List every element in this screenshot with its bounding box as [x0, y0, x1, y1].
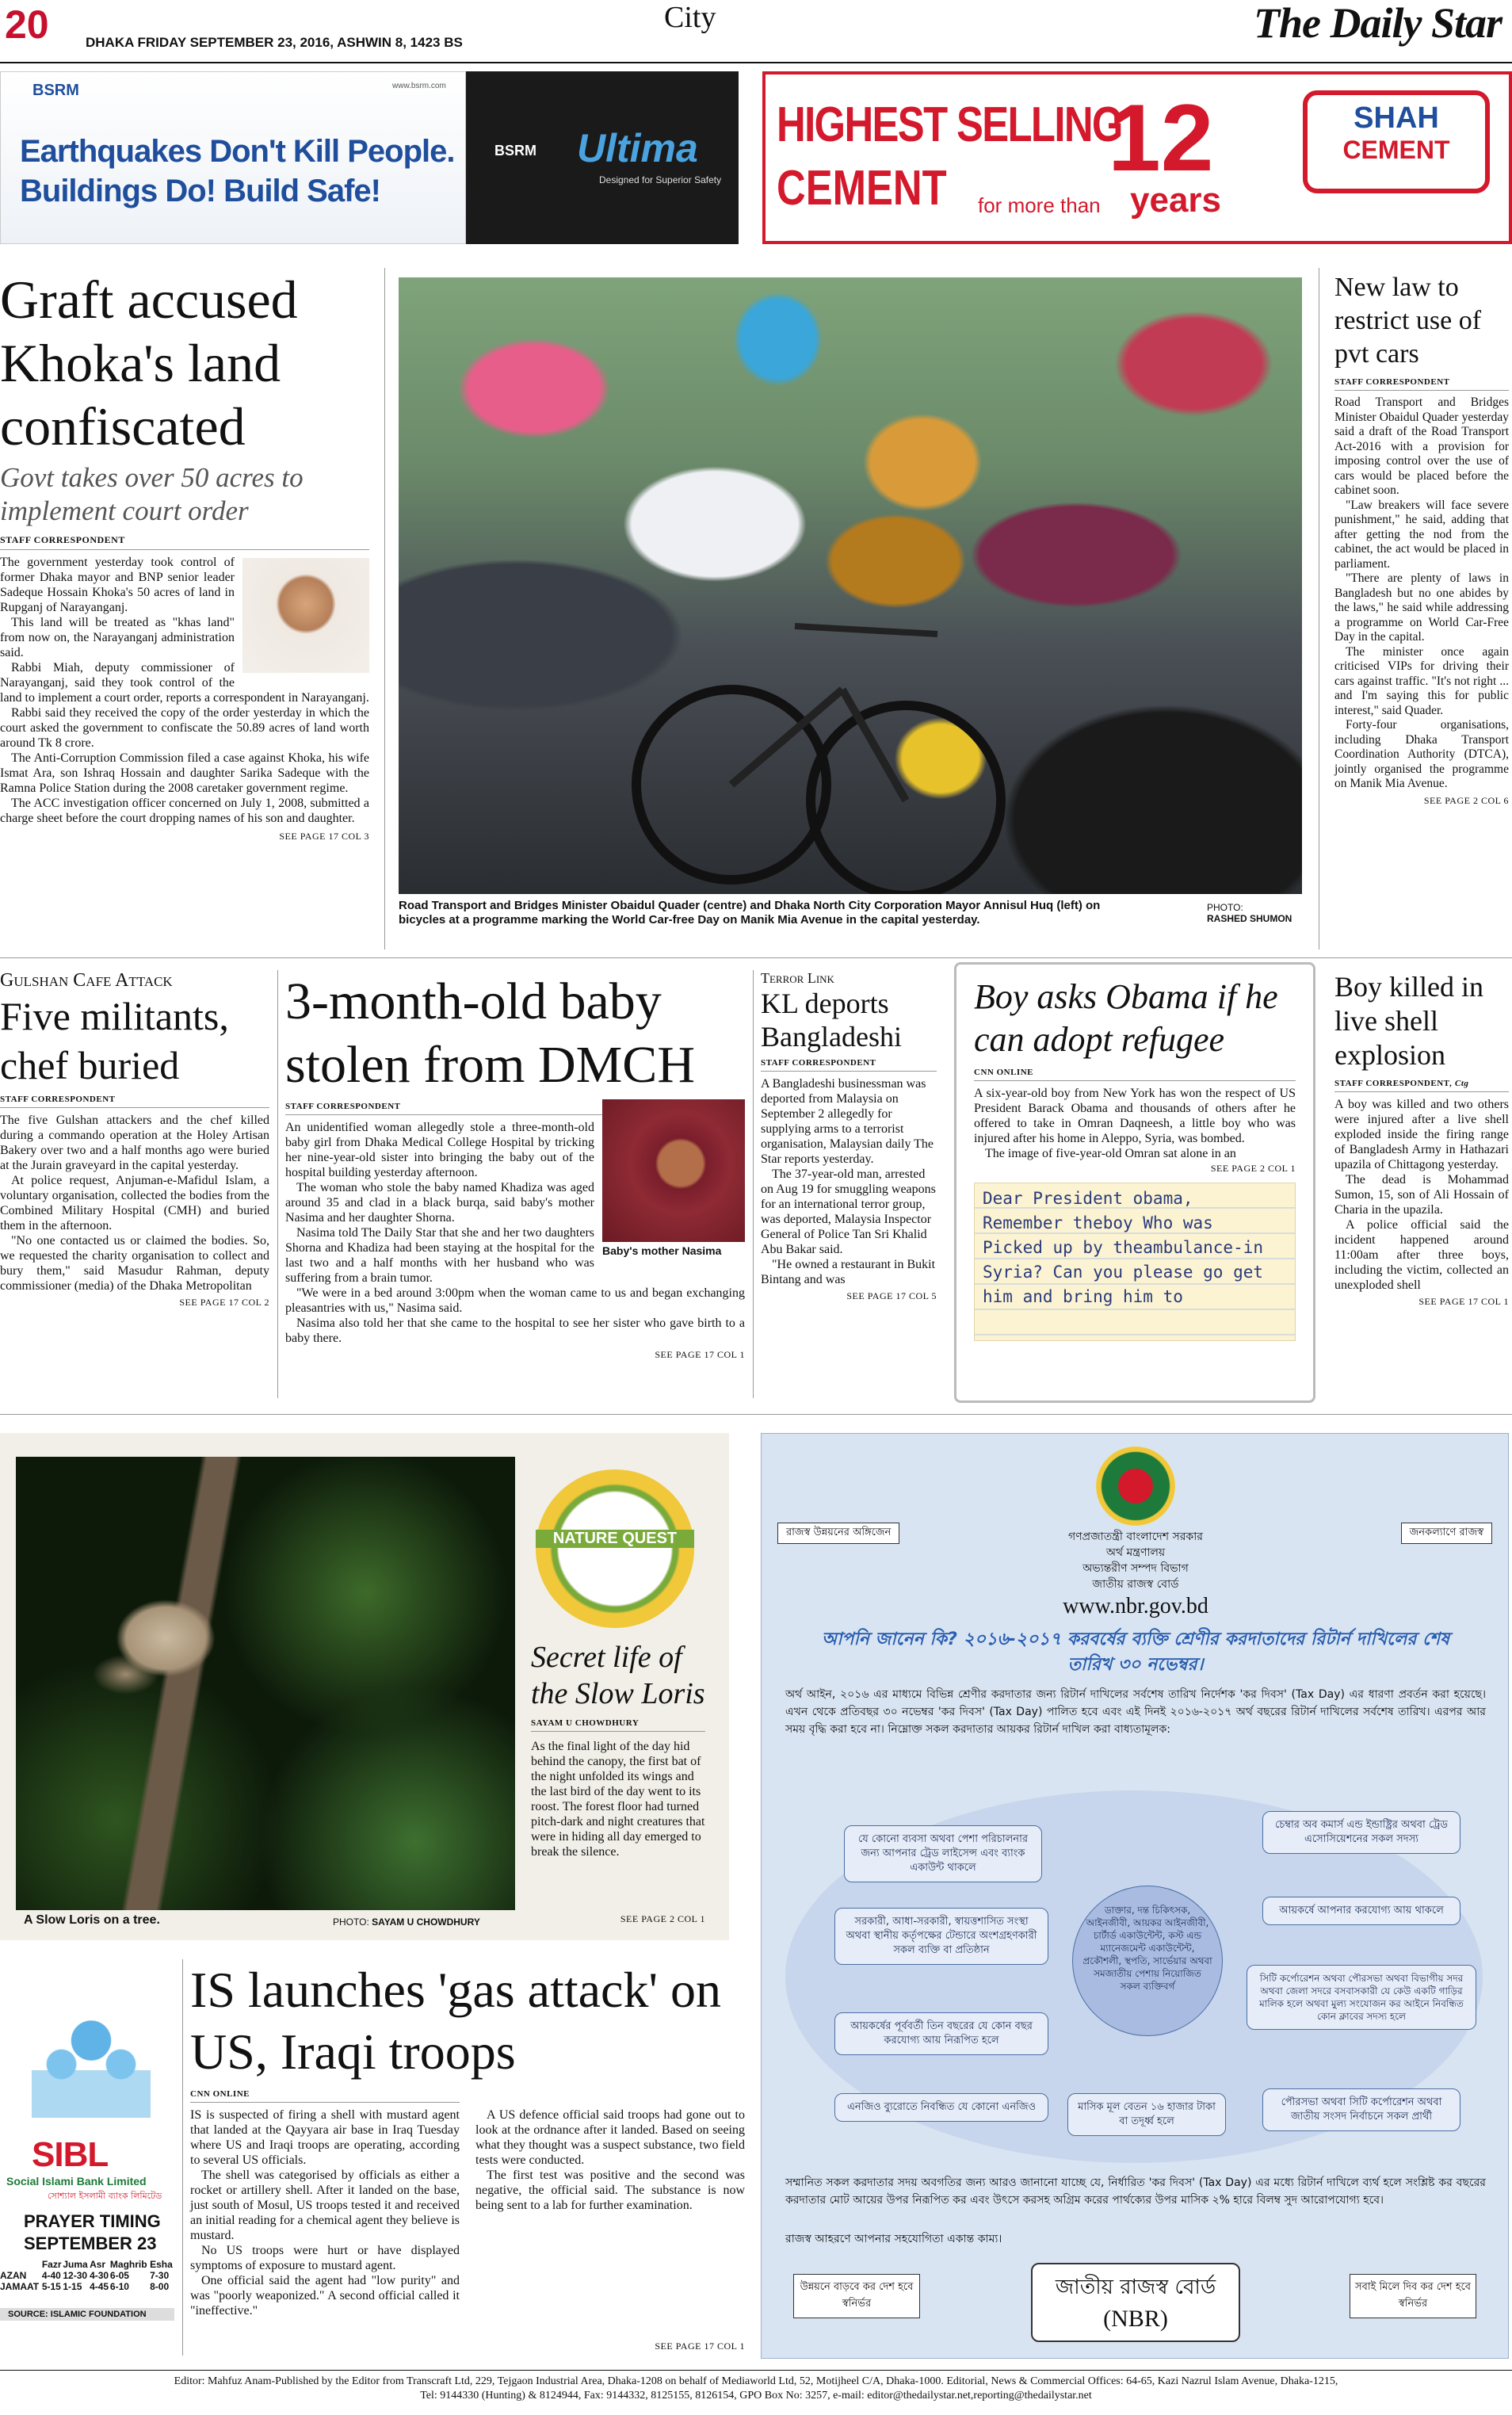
paragraph: One official said the agent had "low purity" and was "poorly weaponized." A second official called it "ineffective.": [190, 2274, 460, 2318]
paragraph: "Law breakers will face severe punishment," he said, adding that after getting the nod from the cabinet, the act would be placed in parliament.: [1334, 498, 1509, 571]
story-kl-body: [761, 1076, 937, 1287]
prayer-header: Asr: [90, 2259, 106, 2270]
paragraph: The first test was positive and the second was negative, the official said. The substance is now being sent to a lab for further examination.: [475, 2169, 745, 2212]
prayer-date: SEPTEMBER 23: [24, 2233, 157, 2253]
prayer-cell: 4-30: [90, 2270, 109, 2281]
paragraph: The woman who stole the baby named Khadiza was aged around 35 and clad in a black burqa, said baby's mother Nasima and her daughter Shorna.: [285, 1181, 594, 1225]
bsrm-logo: BSRM: [32, 82, 79, 99]
paragraph: This land will be treated as "khas land" from now on, the Narayanganj administration said.: [0, 616, 235, 659]
sibl-bn: সোশ্যাল ইসলামী ব্যাংক লিমিটেড: [48, 2191, 162, 2201]
nbr-box: সরকারী, আধা-সরকারী, স্বায়ত্তশাসিত সংস্থা অথবা স্থানীয় কর্তৃপক্ষের টেন্ডারে অংশগ্রহণকারী সকল ব্যক্তি বা প্রতিষ্ঠান: [834, 1908, 1048, 1965]
paragraph: A US defence official said troops had gone out to look at the ordnance after it landed. Based on seeing what they thought was a suspect substance, two field tests were conducted.: [475, 2108, 745, 2167]
prayer-header: [0, 2259, 42, 2270]
story-gulshan-byline: STAFF CORRESPONDENT: [0, 1095, 269, 1108]
nbr-emblem-icon: [1096, 1446, 1175, 1526]
story-obama: [954, 962, 1315, 1403]
story-loris-body: [531, 1739, 705, 1859]
paragraph: Forty-four organisations, including Dhaka Transport Coordination Authority (DTCA), jointly organised the programme on Manik Mia Avenue.: [1334, 718, 1509, 790]
bicycle-illustration: [399, 277, 1302, 894]
column-rule: [182, 1959, 183, 2356]
letter-line: Syria? Can you please go get: [983, 1263, 1264, 1282]
nbr-box: আয়কর্ষের পূর্ববর্তী তিন বছরের যে কোন বছর করযোগ্য আয় নিরূপিত হলে: [834, 2012, 1048, 2055]
main-photo-caption: Road Transport and Bridges Minister Obaidul Quader (centre) and Dhaka North City Corporation Mayor Annisul Huq (left) on bicycles at a programme marking the World Car-free Day on Manik Mia Avenue in the capital yesterday.: [399, 899, 1101, 927]
story-baby-photo: [602, 1099, 745, 1242]
nbr-box: পৌরসভা অথবা সিটি কর্পোরেশন অথবা জাতীয় সংসদ নির্বাচনে সকল প্রার্থী: [1262, 2088, 1460, 2131]
shah-brand-2: CEMENT: [1342, 136, 1450, 164]
nbr-body: অর্থ আইন, ২০১৬ এর মাধ্যমে বিভিন্ন শ্রেণীর করদাতার জন্য রিটার্ন দাখিলের সর্বশেষ তারিখ নির্দেশক 'কর দিবস' (Tax Day) এর ধারণা প্রবর্তন করা হয়েছে। এখন থেকে প্রতিবছর ৩০ নভেম্বর 'কর দিবস' (Tax Day) পালিত হবে এবং এই দিনই ২০১৬-২০১৭ অর্থ বছরের রিটার্ন দাখিলের সর্বশেষ তারিখ। এরপর আর সময় বৃদ্ধি করা হবে না। নিম্নোক্ত সকল করদাতার আয়কর রিটার্ন দাখিল করা বাধ্যতামূলক:: [785, 1688, 1486, 1736]
ultima-name: Ultima: [577, 126, 698, 170]
prayer-header-row: [0, 2259, 174, 2270]
story-obama-byline: CNN ONLINE: [974, 1068, 1296, 1081]
shah-brand-1: SHAH: [1354, 101, 1439, 135]
gov-line: অর্থ মন্ত্রণালয়: [1105, 1546, 1166, 1559]
story-kl-see-page[interactable]: SEE PAGE 17 COL 5: [846, 1290, 937, 1301]
story-gulshan-body: [0, 1113, 269, 1293]
prayer-header: Esha: [150, 2259, 173, 2270]
shah-line1: HIGHEST SELLING: [777, 97, 1122, 152]
story-baby-headline[interactable]: 3-month-old baby stolen from DMCH: [285, 972, 695, 1094]
story-obama-body: [974, 1086, 1296, 1161]
shah-cement-ad[interactable]: [762, 71, 1512, 244]
gov-line: জাতীয় রাজস্ব বোর্ড: [1092, 1578, 1179, 1591]
imprint-line-1: Editor: Mahfuz Anam-Published by the Editor from Transcraft Ltd, 229, Tejgaon Industrial Area, Dhaka-1208 on behalf of Mediaworld Ltd, 52, Motijheel C/A, Dhaka-1000. Editorial, News & Commercial Offices: 64-65, Kazi Nazrul Islam Avenue, Dhaka-1215,: [174, 2375, 1338, 2387]
paragraph: A Bangladeshi businessman was deported from Malaysia on September 2 allegedly for supplying arms to a terrorist organisation, Malaysian daily The Star reports yesterday.: [761, 1077, 934, 1166]
paragraph: A police official said the incident happened around 11:00am after three boys, including the victim, collected an unexploded shell: [1334, 1218, 1509, 1292]
paragraph: "There are plenty of laws in Bangladesh but no one abides by the laws," he said while addressing a programme on World Car-Free Day in the capital.: [1334, 571, 1509, 644]
bsrm-slogan-2: Buildings Do! Build Safe!: [20, 174, 380, 208]
story-kl-headline[interactable]: KL deports Bangladeshi: [761, 988, 902, 1053]
story-cars-body: [1334, 395, 1509, 792]
nbr-bottom-left: উন্নয়নে বাড়বে কর দেশ হবে স্বনির্ভর: [793, 2274, 920, 2318]
story-shell: [1334, 970, 1509, 1308]
prayer-header: Juma: [63, 2259, 88, 2270]
loris-credit-name: SAYAM U CHOWDHURY: [372, 1916, 480, 1928]
loris-credit: [333, 1916, 480, 1928]
nbr-headline: আপনি জানেন কি? ২০১৬-২০১৭ করবর্ষের ব্যক্তি শ্রেণীর করদাতাদের রিটার্ন দাখিলের শেষ তারিখ ৩০ নভেম্বর।: [821, 1630, 1450, 1675]
dateline: DHAKA FRIDAY SEPTEMBER 23, 2016, ASHWIN 8, 1423 BS: [86, 35, 463, 50]
column-rule: [277, 970, 278, 1398]
nbr-footer-thanks: রাজস্ব আহরণে আপনার সহযোগিতা একান্ত কাম্য।: [785, 2233, 1002, 2245]
shah-years: years: [1130, 181, 1222, 220]
paragraph: The dead is Mohammad Sumon, 15, son of Ali Hossain of Charia in the upazila.: [1334, 1173, 1509, 1217]
nbr-tag-right: জনকল্যাণে রাজস্ব: [1401, 1523, 1492, 1544]
paragraph: "He owned a restaurant in Bukit Bintang and was: [761, 1258, 936, 1286]
story-kl-kicker: Terror Link: [761, 970, 834, 986]
letter-line: him and bring him to: [983, 1287, 1183, 1306]
nbr-box: ডাক্তার, দন্ত চিকিৎসক, আইনজীবী, আয়কর আইনজীবী, চার্টার্ড একাউন্টেন্ট, কস্ট এন্ড ম্যানেজমেন্ট একাউন্টেন্ট, প্রকৌশলী, স্থপতি, সার্ভেয়ার অথবা সমজাতীয় পেশায় নিয়োজিত সকল ব্যক্তিবর্গ: [1072, 1886, 1223, 2036]
paragraph: At police request, Anjuman-e-Mafidul Islam, a voluntary organisation, collected the bodies from the Combined Military Hospital (CMH) and buried them in the afternoon.: [0, 1174, 269, 1232]
main-photo-caption-block: [399, 899, 1302, 927]
story-gulshan-see-page[interactable]: SEE PAGE 17 COL 2: [179, 1297, 269, 1308]
bsrm-slogan-1: Earthquakes Don't Kill People.: [20, 134, 455, 169]
story-kl: [761, 970, 937, 1302]
masthead: The Daily Star: [1254, 0, 1502, 47]
prayer-source: SOURCE: ISLAMIC FOUNDATION: [0, 2308, 174, 2321]
page-number: 20: [5, 2, 49, 47]
paragraph: The 37-year-old man, arrested on Aug 19 for smuggling weapons for an international terror group, was deported, Malaysia Inspector General of Police Tan Sri Khalid Abu Bakar said.: [761, 1167, 936, 1256]
story-khoka-headline[interactable]: Graft accused Khoka's land confiscated: [0, 269, 298, 457]
footer-rule: [0, 2370, 1512, 2371]
prayer-cell: JAMAAT: [0, 2281, 40, 2292]
main-photo-credit: RASHED SHUMON: [1207, 913, 1292, 924]
gov-line: অভ্যন্তরীণ সম্পদ বিভাগ: [1082, 1562, 1189, 1575]
nbr-box: চেম্বার অব কমার্স এন্ড ইন্ডাষ্ট্রির অথবা ট্রেড এসোসিয়েশনের সকল সদস্য: [1262, 1811, 1460, 1854]
prayer-cell: 7-30: [150, 2270, 170, 2281]
prayer-cell: 1-15: [63, 2281, 82, 2292]
story-shell-byline-suffix: , Ctg: [1449, 1079, 1469, 1088]
prayer-cell: 6-10: [109, 2281, 129, 2292]
story-cars-byline: STAFF CORRESPONDENT: [1334, 377, 1509, 391]
story-cars: [1334, 271, 1509, 807]
story-obama-headline[interactable]: Boy asks Obama if he can adopt refugee: [974, 977, 1278, 1059]
letter-line: Dear President obama,: [983, 1189, 1193, 1208]
story-shell-headline[interactable]: Boy killed in live shell explosion: [1334, 971, 1483, 1071]
story-khoka-see-page[interactable]: SEE PAGE 17 COL 3: [279, 831, 369, 842]
paragraph: The government yesterday took control of former Dhaka mayor and BNP senior leader Sadeque Hossain Khoka's 50 acres of land in Rupganj of Narayanganj.: [0, 556, 235, 614]
paragraph: The minister once again criticised VIPs for driving their cars against traffic. "It's not right ... and I'm saying this for public interest," said Quader.: [1334, 644, 1509, 717]
prayer-box: [0, 1959, 174, 2356]
story-shell-byline-row: [1334, 1079, 1509, 1092]
story-khoka-portrait: [242, 558, 369, 673]
story-kl-byline: STAFF CORRESPONDENT: [761, 1058, 937, 1072]
story-baby-see-page[interactable]: SEE PAGE 17 COL 1: [655, 1349, 745, 1360]
nbr-bottom-center-bn: জাতীয় রাজস্ব বোর্ড: [1055, 2276, 1216, 2299]
story-loris-see-page[interactable]: SEE PAGE 2 COL 1: [620, 1913, 705, 1924]
prayer-header: Fazr: [41, 2259, 62, 2270]
story-khoka-subhead: Govt takes over 50 acres to implement court order: [0, 462, 304, 526]
paragraph: The Anti-Corruption Commission filed a case against Khoka, his wife Ismat Ara, son Ishraq Hossain and daughter Sarika Sadeque with the Ramna Police Station during the 2008 caretaker government regime.: [0, 751, 369, 795]
nbr-box: সিটি কর্পোরেশন অথবা পৌরসভা অথবা বিভাগীয় সদর অথবা জেলা সদরে বসবাসকারী যে কেউ একটি গাড়ির মালিক হলে অথবা মুল্য সংযোজন কর আইনে নিবন্ধিত কোন ক্লাবের সদস্য হলে: [1247, 1965, 1476, 2030]
nature-quest-label: NATURE QUEST: [536, 1530, 694, 1548]
nbr-bottom-center-en: (NBR): [1103, 2306, 1168, 2332]
column-rule: [753, 970, 754, 1398]
story-is: [190, 1959, 745, 2352]
paragraph: The five Gulshan attackers and the chef killed during a commando operation at the Holey Artisan Bakery over two and a half months ago were buried at the Jurain graveyard in the capital yesterday.: [0, 1114, 269, 1172]
story-gulshan-kicker: Gulshan Cafe Attack: [0, 970, 173, 991]
loris-photo-caption: A Slow Loris on a tree.: [24, 1913, 160, 1927]
story-obama-see-page[interactable]: SEE PAGE 2 COL 1: [1210, 1163, 1296, 1174]
prayer-cell: 8-00: [150, 2281, 170, 2292]
sibl-logo: SIBL: [32, 2135, 109, 2174]
shah-for-more: for more than: [978, 193, 1101, 217]
gov-line: গণপ্রজাতন্ত্রী বাংলাদেশ সরকার: [1068, 1530, 1203, 1543]
imprint-line-2: Tel: 9144330 (Hunting) & 8124944, Fax: 9144332, 8125155, 8126154, GPO Box No: 3257, e-mail: editor@thedailystar.net,reporting@thedailystar.net: [420, 2390, 1092, 2402]
shah-number: 12: [1108, 85, 1214, 191]
prayer-title: PRAYER TIMING: [24, 2211, 161, 2231]
prayer-table: [0, 2259, 174, 2292]
paragraph: An unidentified woman allegedly stole a three-month-old baby girl from Dhaka Medical College Hospital by tricking her nine-year-old sister into bringing the baby out of the hospital building yesterday afternoon.: [285, 1121, 594, 1179]
paragraph: "No one contacted us or claimed the bodies. So, we requested the charity organisation to collect and bury them," said Masudur Rahman, deputy commissioner (media) of the Dhaka Metropolitan: [0, 1234, 269, 1293]
story-khoka: [0, 268, 369, 843]
paragraph: Nasima also told her that she came to the hospital to see her sister who gave birth to a baby there.: [285, 1316, 745, 1345]
story-baby: [285, 970, 745, 1361]
paragraph: "We were in a bed around 3:00pm when the woman came to us and began exchanging pleasantries with us," Nasima said.: [285, 1286, 745, 1315]
story-is-headline[interactable]: IS launches 'gas attack' on US, Iraqi troops: [190, 1962, 721, 2080]
story-is-see-page[interactable]: SEE PAGE 17 COL 1: [655, 2340, 745, 2352]
ultima-sub: Designed for Superior Safety: [599, 174, 722, 185]
loris-credit-label: PHOTO:: [333, 1916, 369, 1928]
prayer-cell: 5-15: [41, 2281, 61, 2292]
mosque-icon: [32, 1999, 151, 2118]
story-khoka-byline: STAFF CORRESPONDENT: [0, 534, 369, 550]
nbr-tag-left: রাজস্ব উন্নয়নের অঙ্গিজেন: [777, 1523, 899, 1544]
story-shell-see-page[interactable]: SEE PAGE 17 COL 1: [1418, 1296, 1509, 1307]
prayer-row: [0, 2270, 174, 2281]
nbr-box: এনজিও ব্যুরোতে নিবন্ধিত যে কোনো এনজিও: [834, 2093, 1048, 2122]
page-header: [0, 0, 1512, 63]
loris-photo: [16, 1457, 515, 1910]
story-baby-photo-wrap: [602, 1099, 745, 1258]
prayer-cell: 12-30: [63, 2270, 88, 2281]
section-title: City: [664, 1, 716, 34]
section-rule: [0, 957, 1512, 958]
paragraph: The ACC investigation officer concerned on July 1, 2008, submitted a charge sheet before the court dropping names of his son and daughter.: [0, 797, 369, 825]
paragraph: A six-year-old boy from New York has won the respect of US President Barack Obama and thousands of others after he offered to take in Omran Daqneesh, a little boy who was injured after his home in Aleppo, Syria, was bombed.: [974, 1087, 1296, 1145]
main-photo-credit-label: PHOTO:: [1207, 902, 1243, 913]
story-baby-photo-caption: Baby's mother Nasima: [602, 1244, 722, 1257]
nbr-website[interactable]: www.nbr.gov.bd: [1063, 1594, 1208, 1618]
shah-brand-badge: [1303, 90, 1490, 193]
paragraph: IS is suspected of firing a shell with mustard agent that landed at the Qayyara air base in Iraq Tuesday where US and Iraqi troops are operating, according to several US officials.: [190, 2108, 460, 2167]
story-is-byline: CNN ONLINE: [190, 2089, 460, 2103]
nature-quest-badge: [536, 1469, 694, 1628]
bsrm-ultima-ad[interactable]: [466, 71, 739, 244]
letter-line: Picked up by theambulance-in: [983, 1238, 1264, 1257]
paragraph: Nasima told The Daily Star that she and her two daughters Shorna and Khadiza had been staying at the hospital for the last two and a half months with her husband who was suffering from a brain tumor.: [285, 1226, 594, 1285]
paragraph: Road Transport and Bridges Minister Obaidul Quader yesterday said a draft of the Road Transport Act-2016 with a provision for imposing control over the use of cars would be placed before the cabinet soon.: [1334, 395, 1509, 497]
nbr-bottom-center: [1031, 2263, 1240, 2342]
shah-line2: CEMENT: [777, 161, 947, 216]
story-gulshan-headline[interactable]: Five militants, chef buried: [0, 994, 229, 1087]
nbr-box: আয়কর্ষে আপনার করযোগ্য আয় থাকলে: [1262, 1897, 1460, 1925]
nbr-bottom-right: সবাই মিলে দিব কর দেশ হবে স্বনির্ভর: [1350, 2274, 1476, 2318]
nbr-box: যে কোনো ব্যবসা অথবা পেশা পরিচালনার জন্য আপনার ট্রেড লাইসেন্স এবং ব্যাংক একাউন্ট থাকলে: [844, 1825, 1042, 1882]
prayer-cell: 4-40: [41, 2270, 61, 2281]
main-photo: [399, 277, 1302, 894]
paragraph: The image of five-year-old Omran sat alone in an: [985, 1147, 1236, 1160]
prayer-cell: 4-45: [90, 2281, 109, 2292]
bsrm-url: www.bsrm.com: [392, 82, 446, 90]
story-baby-byline: STAFF CORRESPONDENT: [285, 1102, 602, 1115]
story-shell-body: [1334, 1097, 1509, 1293]
paragraph: No US troops were hurt or have displayed symptoms of exposure to mustard agent.: [190, 2244, 460, 2272]
section-rule: [0, 1414, 1512, 1415]
story-loris-byline: SAYAM U CHOWDHURY: [531, 1718, 705, 1732]
story-cars-headline[interactable]: New law to restrict use of pvt cars: [1334, 273, 1482, 369]
prayer-cell: AZAN: [0, 2270, 27, 2281]
sibl-full: Social Islami Bank Limited: [6, 2175, 147, 2188]
story-loris-headline[interactable]: Secret life of the Slow Loris: [531, 1641, 705, 1710]
ultima-brand-logo: BSRM: [494, 143, 536, 159]
paragraph: A boy was killed and two others were injured after a live shell exploded inside the firing range of Bangladesh Army in Hathazari upazila of Chittagong yesterday.: [1334, 1098, 1509, 1171]
story-cars-see-page[interactable]: SEE PAGE 2 COL 6: [1423, 794, 1509, 806]
paragraph: The shell was categorised by officials as either a rocket or artillery shell. After it landed on the base, just south of Mosul, US troops tested it and received an initial reading for a chemical agent they believe is mustard.: [190, 2169, 460, 2242]
prayer-header: Maghrib: [109, 2259, 147, 2270]
nbr-footer-text: সম্মানিত সকল করদাতার সদয় অবগতির জন্য আরও জানানো যাচ্ছে যে, নির্ধারিত 'কর দিবস' (Tax Day) এর মধ্যে রিটার্ন দাখিলে ব্যর্থ হলে সংশ্লিষ্ট কর বছরের করদাতার মোট আয়ের উপর নিরূপিত কর এবং উৎসে করসহ অগ্রিম করের পার্থক্যের উপর মাসিক ২% হারে বিলম্ব সুদ আরোপযোগ্য হবে।: [785, 2176, 1486, 2207]
letter-line: Remember theboy Who was: [983, 1213, 1213, 1232]
story-gulshan: [0, 970, 269, 1309]
prayer-cell: 6-05: [109, 2270, 129, 2281]
prayer-row: [0, 2281, 174, 2292]
story-is-body: [190, 2107, 745, 2337]
paragraph: Rabbi Miah, deputy commissioner of Narayanganj, said they took control of the land to implement a court order, reports a correspondent in Narayanganj.: [0, 661, 369, 705]
nbr-gov-lines: [762, 1529, 1510, 1592]
imprint: [0, 2375, 1512, 2403]
paragraph: Rabbi said they received the copy of the order yesterday in which the court asked the government to confiscate the 50.89 acres of land worth around Tk 8 crore.: [0, 706, 369, 750]
paragraph: As the final light of the day hid behind the canopy, the first bat of the night unfolded its wings and the last bird of the day went to its roost. The forest floor had turned pitch-dark and night creatures that were in hiding all day emerged to break the silence.: [531, 1740, 705, 1859]
obama-letter: [974, 1183, 1296, 1341]
header-rule: [0, 62, 1512, 63]
nbr-box: মাসিক মূল বেতন ১৬ হাজার টাকা বা তদূর্ধ্ব হলে: [1067, 2093, 1226, 2136]
nbr-ad[interactable]: [761, 1433, 1509, 2359]
story-shell-byline: STAFF CORRESPONDENT: [1334, 1079, 1450, 1088]
story-loris: [0, 1433, 729, 1940]
column-rule: [384, 268, 385, 950]
bsrm-ad[interactable]: [0, 71, 466, 244]
